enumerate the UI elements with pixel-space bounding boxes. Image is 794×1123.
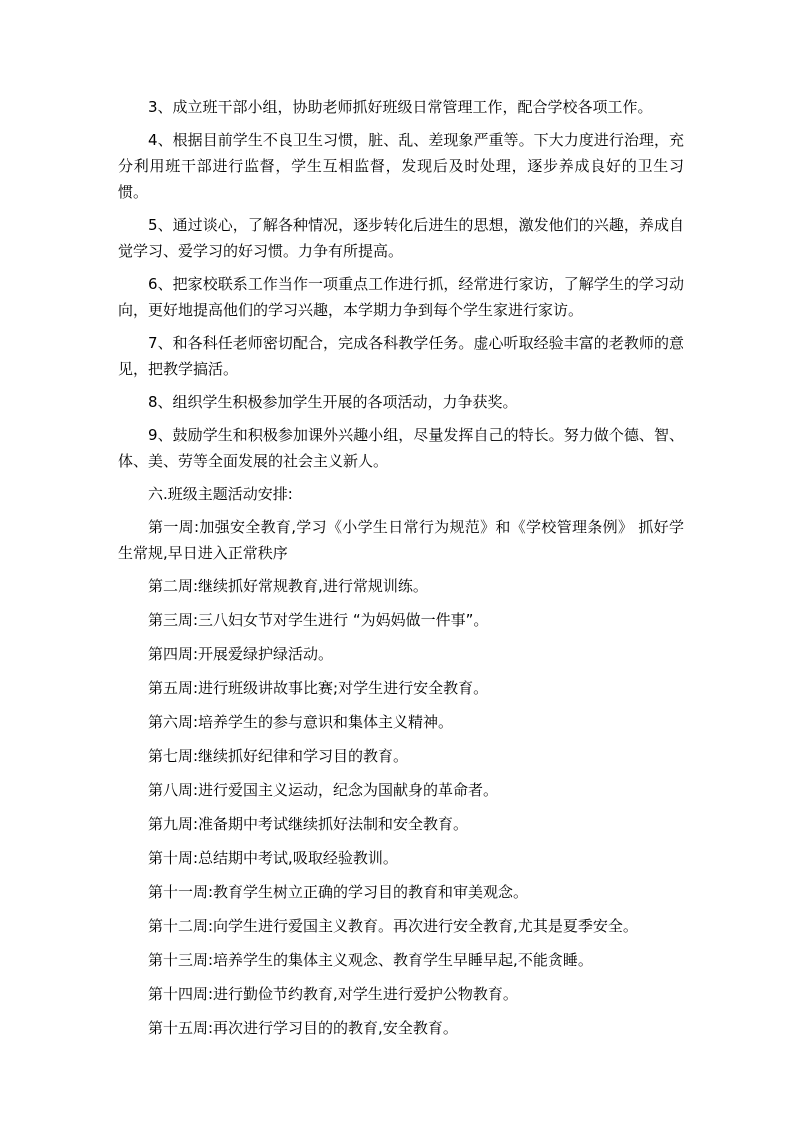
week-item-3: 第三周:三八妇女节对学生进行 “为妈妈做一件事”。 xyxy=(148,611,489,629)
week-item-14: 第十四周:进行勤俭节约教育,对学生进行爱护公物教育。 xyxy=(148,985,518,1003)
week-item-6: 第六周:培养学生的参与意识和集体主义精神。 xyxy=(148,713,454,731)
week-item-2: 第二周:继续抓好常规教育,进行常规训练。 xyxy=(148,577,428,595)
week-item-13: 第十三周:培养学生的集体主义观念、教育学生早睡早起,不能贪睡。 xyxy=(148,951,593,969)
week-item-5: 第五周:进行班级讲故事比赛;对学生进行安全教育。 xyxy=(148,679,489,697)
duty-item-6: 6、把家校联系工作当作一项重点工作进行抓，经常进行家访，了解学生的学习动向，更好地提高他们的学习兴趣，本学期力争到每个学生家进行家访。 xyxy=(118,275,684,319)
duty-item-3: 3、成立班干部小组，协助老师抓好班级日常管理工作，配合学校各项工作。 xyxy=(148,98,653,116)
document-body xyxy=(118,94,684,1049)
duty-item-7: 7、和各科任老师密切配合，完成各科教学任务。虚心听取经验丰富的老教师的意见，把教学搞活。 xyxy=(118,334,684,378)
week-item-4: 第四周:开展爱绿护绿活动。 xyxy=(148,645,334,663)
duty-item-9: 9、鼓励学生和积极参加课外兴趣小组，尽量发挥自己的特长。努力做个德、智、体、美、劳等全面发展的社会主义新人。 xyxy=(118,426,684,470)
week-item-1: 第一周:加强安全教育,学习《小学生日常行为规范》和《学校管理条例》 抓好学生常规,早日进入正常秩序 xyxy=(118,518,684,562)
section-title-activities: 六.班级主题活动安排: xyxy=(148,485,293,503)
week-item-10: 第十周:总结期中考试,吸取经验教训。 xyxy=(148,849,398,867)
duty-item-4: 4、根据目前学生不良卫生习惯，脏、乱、差现象严重等。下大力度进行治理，充分利用班干部进行监督，学生互相监督，发现后及时处理，逐步养成良好的卫生习惯。 xyxy=(118,131,684,201)
duty-item-8: 8、组织学生积极参加学生开展的各项活动，力争获奖。 xyxy=(148,393,518,411)
week-item-11: 第十一周:教育学生树立正确的学习目的教育和审美观念。 xyxy=(148,883,529,901)
week-item-8: 第八周:进行爱国主义运动，纪念为国献身的革命者。 xyxy=(148,781,499,799)
week-item-12: 第十二周:向学生进行爱国主义教育。再次进行安全教育,尤其是夏季安全。 xyxy=(148,917,638,935)
week-item-9: 第九周:准备期中考试继续抓好法制和安全教育。 xyxy=(148,815,469,833)
week-item-15: 第十五周:再次进行学习目的的教育,安全教育。 xyxy=(148,1019,458,1037)
duty-item-5: 5、通过谈心，了解各种情况，逐步转化后进生的思想，激发他们的兴趣，养成自觉学习、爱学习的好习惯。力争有所提高。 xyxy=(118,216,684,260)
week-item-7: 第七周:继续抓好纪律和学习目的教育。 xyxy=(148,747,409,765)
